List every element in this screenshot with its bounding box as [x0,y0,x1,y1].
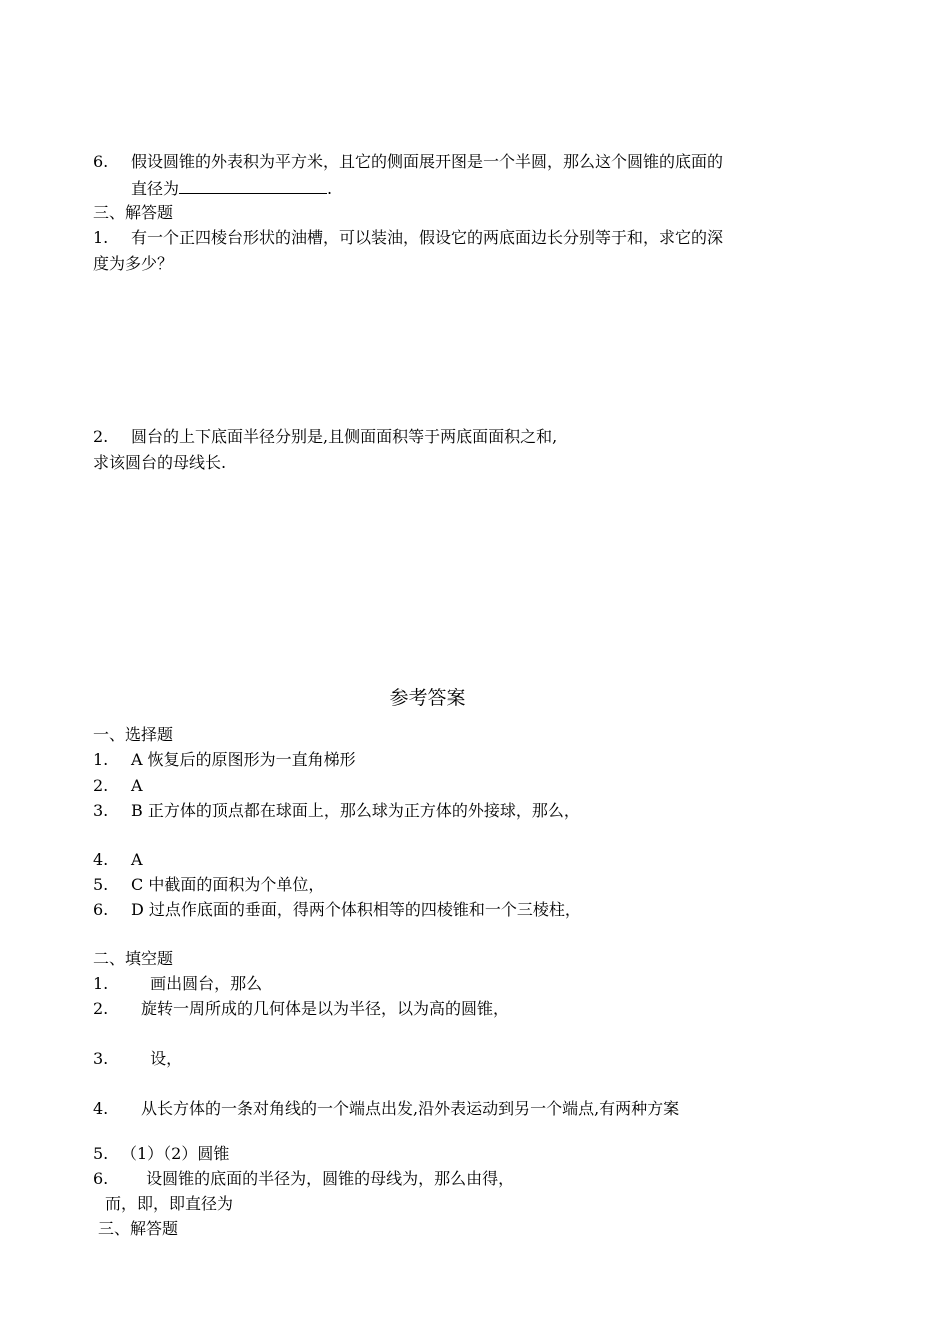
answer-number: 6. [93,900,109,919]
answer-number: 2. [93,999,109,1018]
answer-item [93,1169,514,1189]
question-number: 1. [93,228,109,247]
question-text: 假设圆锥的外表积为平方米，且它的侧面展开图是一个半圆，那么这个圆锥的底面的 [131,152,724,171]
question-text: 圆台的上下底面半径分别是,且侧面面积等于两底面面积之和, [131,427,558,446]
answer-item [93,850,143,870]
section-heading: 一、选择题 [93,725,174,744]
answer-text: A 恢复后的原图形为一直角梯形 [131,750,356,769]
answer-item [93,974,262,994]
answer-text: B 正方体的顶点都在球面上，那么球为正方体的外接球，那么， [131,801,580,820]
answer-number: 5. [93,1144,109,1163]
answer-text: 设圆锥的底面的半径为，圆锥的母线为，那么由得， [141,1169,515,1188]
solve-question-1 [93,228,723,248]
answer-number: 5. [93,875,109,894]
answer-item [93,801,580,821]
answer-text: 设， [145,1049,183,1068]
answer-number: 4. [93,850,109,869]
answer-item-continuation: 而，即，即直径为 [105,1194,234,1213]
answer-number: 1. [93,750,109,769]
solve-question-2-continuation: 求该圆台的母线长. [93,453,227,472]
answer-blank [179,178,327,194]
question-text: 有一个正四棱台形状的油槽，可以装油，假设它的两底面边长分别等于和，求它的深 [131,228,724,247]
answers-title: 参考答案 [389,687,466,709]
answer-number: 1. [93,974,109,993]
section-heading: 三、解答题 [98,1219,179,1238]
answer-text: （1）（2）圆锥 [121,1144,230,1163]
answer-number: 6. [93,1169,109,1188]
answer-text: 旋转一周所成的几何体是以为半径，以为高的圆锥， [141,999,510,1018]
answer-item [93,776,143,796]
answer-item [93,1049,182,1069]
answer-text: D 过点作底面的垂面，得两个体积相等的四棱锥和一个三棱柱， [131,900,581,919]
answer-item [93,750,356,770]
answer-item [93,999,509,1019]
solve-question-1-continuation: 度为多少？ [93,254,174,273]
answer-number: 4. [93,1099,109,1118]
question-6 [93,152,723,172]
question-6-continuation [131,178,332,199]
answer-item [93,1099,679,1119]
answer-number: 3. [93,1049,109,1068]
question-text: . [327,179,333,198]
answer-item [93,875,324,895]
answer-text: A [131,776,143,795]
answer-text: 画出圆台，那么 [145,974,263,993]
answer-text: C 中截面的面积为个单位， [131,875,325,894]
answer-text: 从长方体的一条对角线的一个端点出发,沿外表运动到另一个端点,有两种方案 [141,1099,680,1118]
question-number: 2. [93,427,109,446]
answer-text: A [131,850,143,869]
section-heading: 三、解答题 [93,203,174,222]
answer-item [93,1144,229,1164]
section-heading: 二、填空题 [93,949,174,968]
answer-number: 3. [93,801,109,820]
solve-question-2 [93,427,557,447]
answer-number: 2. [93,776,109,795]
question-text: 直径为 [131,179,180,198]
answer-item [93,900,581,920]
question-number: 6. [93,152,109,171]
